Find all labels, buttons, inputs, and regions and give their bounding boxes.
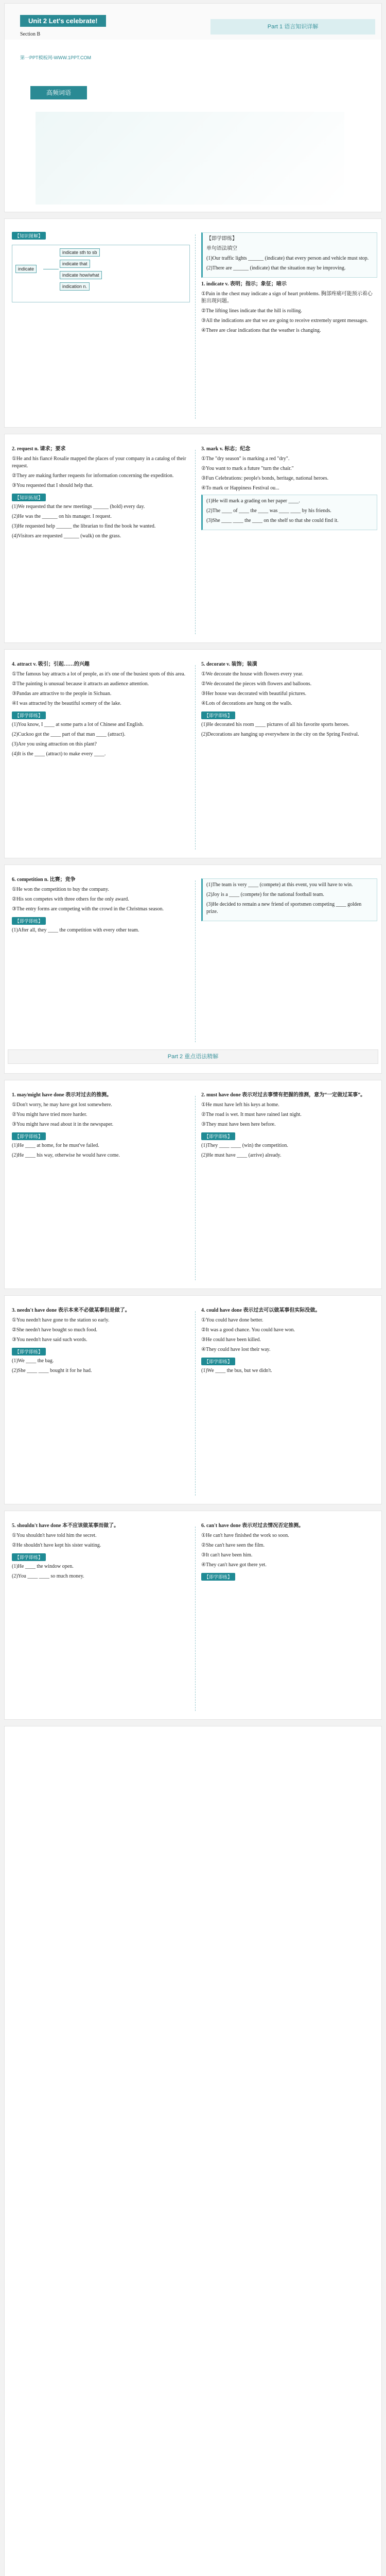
exercise-title: 【即学即练】 — [206, 236, 237, 242]
mind-map-center: indicate — [15, 265, 37, 273]
example-sentence: ②You want to mark a future "turn the chair." — [201, 466, 294, 471]
exercise-item: (3)She ____ ____ the ____ on the shelf so that she could find it. — [206, 518, 339, 523]
slide-frame — [4, 1726, 382, 2576]
vocab-heading: 3. mark v. 标志；纪念 — [201, 446, 251, 452]
left-column — [12, 446, 190, 637]
exercise-item: (2)Joy is a ____ (compete) for the national football team. — [206, 892, 324, 897]
slide-modal-1 — [0, 1077, 386, 1292]
example-sentence: ③You requested that I should help that. — [12, 483, 94, 488]
section-tag: 【知识拓展】 — [12, 494, 46, 501]
slide-continuation — [0, 1723, 386, 2576]
column-divider — [195, 1096, 196, 1280]
left-column — [12, 230, 190, 422]
vocab-heading: 2. request n. 请求；要求 — [12, 446, 66, 452]
left-column — [12, 1092, 190, 1283]
example-sentence: ①We decorate the house with flowers every year. — [201, 671, 304, 677]
slide-attract — [0, 646, 386, 861]
grammar-heading: 4. could have done 表示过去可以做某事但实际没做。 — [201, 1308, 321, 1313]
left-column — [12, 1522, 190, 1714]
column-divider — [195, 665, 196, 850]
exercise-item: (2)You ____ ____ so much money. — [12, 1573, 84, 1579]
example-sentence: ②We decorated the pieces with flowers and balloons. — [201, 681, 312, 687]
slide-frame — [4, 865, 382, 1074]
exercise-item: (3)He decided to remain a new friend of sportsmen competing ____ golden prize. — [206, 902, 362, 914]
exercise-item: (2)He ____ his way, otherwise he would have come. — [12, 1153, 120, 1158]
example-sentence: ②It was a good chance. You could have won. — [201, 1327, 295, 1333]
exercise-box — [201, 878, 377, 921]
exercise-item: (1)Our traffic lights ______ (indicate) that every person and vehicle must stop. — [206, 256, 369, 261]
example-sentence: ②She needn't have bought so much food. — [12, 1327, 98, 1333]
section-label: Section B — [20, 31, 41, 37]
exercise-item: (2)Cuckoo got the ____ part of that man ____ (attract). — [12, 732, 126, 737]
example-sentence: ①Pain in the chest may indicate a sign of heart problems. 胸部疼痛可能预示着心脏出现问题。 — [201, 291, 373, 304]
slide-frame — [4, 1511, 382, 1720]
mind-map — [12, 245, 190, 302]
exercise-item: (1)We ____ the bus, but we didn't. — [201, 1368, 272, 1374]
site-watermark: 第一PPT模板网-WWW.1PPT.COM — [20, 55, 91, 60]
example-sentence: ①The "dry season" is marking a red "dry". — [201, 456, 290, 462]
example-sentence: ③You needn't have said such words. — [12, 1337, 87, 1343]
exercise-item: (2)There are ______ (indicate) that the situation may be improving. — [206, 265, 346, 271]
exercise-item: (2)The ____ of ____ the ____ was ____ ____ by his friends. — [206, 508, 331, 514]
slide-indicate — [0, 215, 386, 431]
section-tag: 【即学即练】 — [201, 1573, 235, 1581]
exercise-box — [201, 232, 377, 278]
section-tag: 【即学即练】 — [12, 1132, 46, 1140]
example-sentence: ②The painting is unusual because it attracts an audience attention. — [12, 681, 149, 687]
exercise-item: (4)Visitors are requested ______ (walk) on the grass. — [12, 533, 121, 539]
example-sentence: ③All the indications are that we are going to receive extremely urgent messages. — [201, 318, 368, 324]
exercise-item: (1)He ____ at home, for he must've failed. — [12, 1143, 99, 1148]
column-divider — [195, 1311, 196, 1496]
grammar-heading: 1. may/might have done 表示对过去的推测。 — [12, 1092, 112, 1098]
example-sentence: ①You needn't have gone to the station so early. — [12, 1317, 110, 1323]
right-column — [201, 876, 377, 1042]
section-tag: 【即学即练】 — [201, 711, 235, 719]
example-sentence: ①He won the competition to buy the company. — [12, 887, 109, 892]
exercise-item: (1)He decorated his room ____ pictures of all his favorite sports heroes. — [201, 722, 349, 727]
section-tag: 【即学即练】 — [201, 1358, 235, 1365]
column-divider — [195, 234, 196, 419]
column-divider — [195, 1527, 196, 1711]
exercise-item: (1)We requested that the new meetings ______ (hold) every day. — [12, 504, 145, 510]
left-column — [12, 876, 190, 1042]
vocab-heading: 1. indicate v. 表明；指示；象征；暗示 — [201, 281, 287, 287]
example-sentence: ③The entry forms are competing with the crowd in the Christmas season. — [12, 906, 164, 912]
section-tag: 【即学即练】 — [12, 711, 46, 719]
example-sentence: ③Pandas are attractive to the people in Sichuan. — [12, 691, 112, 697]
slide-modal-2 — [0, 1292, 386, 1507]
example-sentence: ④Lots of decorations are hung on the walls. — [201, 701, 292, 706]
mind-map-node: indicate sth to sb — [60, 248, 100, 257]
vocab-heading: 4. attract v. 吸引；引起……的兴趣 — [12, 662, 90, 667]
exercise-item: (1)After all, they ____ the competition with every other team. — [12, 927, 139, 933]
example-sentence: ②He shouldn't have kept his sister waiting. — [12, 1543, 101, 1548]
example-sentence: ①He can't have finished the work so soon. — [201, 1533, 289, 1538]
slide-request — [0, 431, 386, 646]
section-tag: 【知识图解】 — [12, 232, 46, 240]
mind-map-node: indication n. — [60, 282, 90, 291]
exercise-item: (2)He was the ______ on his manager. I request. — [12, 514, 112, 519]
example-sentence: ③It can't have been him. — [201, 1552, 253, 1558]
exercise-item: (3)Are you using attraction on this plant? — [12, 741, 97, 747]
example-sentence: ②She can't have seen the film. — [201, 1543, 265, 1548]
exercise-item: (4)It is the ____ (attract) to make every ____. — [12, 751, 106, 757]
exercise-instruction: 单句语法填空 — [206, 246, 237, 251]
exercise-item: (3)He requested help ______ the librarian to find the book he wanted. — [12, 523, 156, 529]
cover-deco — [36, 112, 344, 205]
right-column — [201, 661, 377, 853]
exercise-item: (2)Decorations are hanging up everywhere in the city on the Spring Festival. — [201, 732, 359, 737]
exercise-item: (1)The team is very ____ (compete) at this event, you will have to win. — [206, 882, 353, 888]
vocab-heading: 6. competition n. 比赛；竞争 — [12, 877, 76, 883]
slide-frame — [4, 649, 382, 858]
mind-map-node: indicate how/what — [60, 271, 102, 279]
example-sentence: ③Fun Celebrations: people's bonds, heritage, national heroes. — [201, 476, 329, 481]
slide-frame — [4, 1080, 382, 1289]
right-column — [201, 1092, 377, 1283]
exercise-item: (1)We ____ the bag. — [12, 1358, 54, 1364]
example-sentence: ①Don't worry, he may have got lost somewhere. — [12, 1102, 112, 1108]
section-tag: 【即学即练】 — [12, 1553, 46, 1561]
right-column — [201, 230, 377, 422]
section-tag: 【即学即练】 — [12, 917, 46, 925]
right-column — [201, 446, 377, 637]
example-sentence: ②They are making further requests for information concerning the expedition. — [12, 473, 174, 479]
part-label: Part 2 重点语法精解 — [167, 1054, 219, 1060]
part-banner — [210, 19, 375, 35]
exercise-item: (1)He ____ the window open. — [12, 1564, 74, 1569]
vocab-heading: 5. decorate v. 装饰；装潢 — [201, 662, 257, 667]
column-divider — [195, 880, 196, 1042]
grammar-heading: 2. must have done 表示对过去事情有把握的推测，意为“一定做过某事”。 — [201, 1092, 366, 1098]
unit-title: Unit 2 Let's celebrate! — [20, 15, 106, 27]
example-sentence: ①He must have left his keys at home. — [201, 1102, 279, 1108]
grammar-heading: 6. can't have done 表示对过去情况否定推测。 — [201, 1523, 304, 1529]
example-sentence: ④To mark or Happiness Festival ou... — [201, 485, 279, 491]
example-sentence: ①He and his fiancé Rosalie mapped the places of your company in a catalog of their request. — [12, 456, 186, 469]
cover-title-bar — [20, 15, 106, 27]
slide-frame — [4, 1295, 382, 1504]
example-sentence: ④I was attracted by the beautiful scenery of the lake. — [12, 701, 121, 706]
right-column — [201, 1307, 377, 1499]
example-sentence: ②The lifting lines indicate that the hill is rolling. — [201, 308, 302, 314]
grammar-heading: 3. needn't have done 表示本来不必做某事但是做了。 — [12, 1308, 130, 1313]
slide-competition — [0, 861, 386, 1077]
example-sentence: ②His son competes with three others for the only award. — [12, 896, 129, 902]
exercise-item: (1)They ____ ____ (win) the competition. — [201, 1143, 288, 1148]
example-sentence: ③He could have been killed. — [201, 1337, 261, 1343]
slide-cover-frame — [4, 3, 382, 212]
example-sentence: ④They can't have got there yet. — [201, 1562, 267, 1568]
exercise-item: (2)She ____ ____ bought it for he had. — [12, 1368, 92, 1374]
exercise-item: (1)You know, I ____ at some parts a lot of Chinese and English. — [12, 722, 144, 727]
example-sentence: ①You shouldn't have told him the secret. — [12, 1533, 97, 1538]
left-column — [12, 661, 190, 853]
grammar-heading: 5. shouldn't have done 本不应该做某事而做了。 — [12, 1523, 119, 1529]
part-banner — [8, 1049, 378, 1064]
example-sentence: ①The famous bay attracts a lot of people, as it's one of the busiest spots of this area. — [12, 671, 186, 677]
slide-frame — [4, 434, 382, 643]
example-sentence: ④There are clear indications that the weather is changing. — [201, 328, 321, 333]
section-tag: 【即学即练】 — [12, 1348, 46, 1355]
exercise-box — [201, 495, 377, 530]
example-sentence: ①You could have done better. — [201, 1317, 264, 1323]
exercise-item: (2)He must have ____ (arrive) already. — [201, 1153, 282, 1158]
example-sentence: ③Her house was decorated with beautiful pictures. — [201, 691, 307, 697]
exercise-item: (1)He will mark a grading on her paper ____. — [206, 498, 300, 504]
right-column — [201, 1522, 377, 1714]
example-sentence: ②The road is wet. It must have rained last night. — [201, 1112, 302, 1117]
left-column — [12, 1307, 190, 1499]
example-sentence: ③They must have been here before. — [201, 1122, 276, 1127]
example-sentence: ②You might have tried more harder. — [12, 1112, 87, 1117]
slide-cover — [0, 0, 386, 215]
cover-badge: 高频词语 — [30, 86, 87, 99]
slide-frame — [4, 218, 382, 428]
example-sentence: ③You might have read about it in the newspaper. — [12, 1122, 114, 1127]
column-divider — [195, 450, 196, 634]
slide-modal-3 — [0, 1507, 386, 1723]
example-sentence: ④They could have lost their way. — [201, 1347, 271, 1352]
mind-map-node: indicate that — [60, 260, 90, 268]
part-label: Part 1 语言知识详解 — [267, 24, 319, 30]
section-tag: 【即学即练】 — [201, 1132, 235, 1140]
